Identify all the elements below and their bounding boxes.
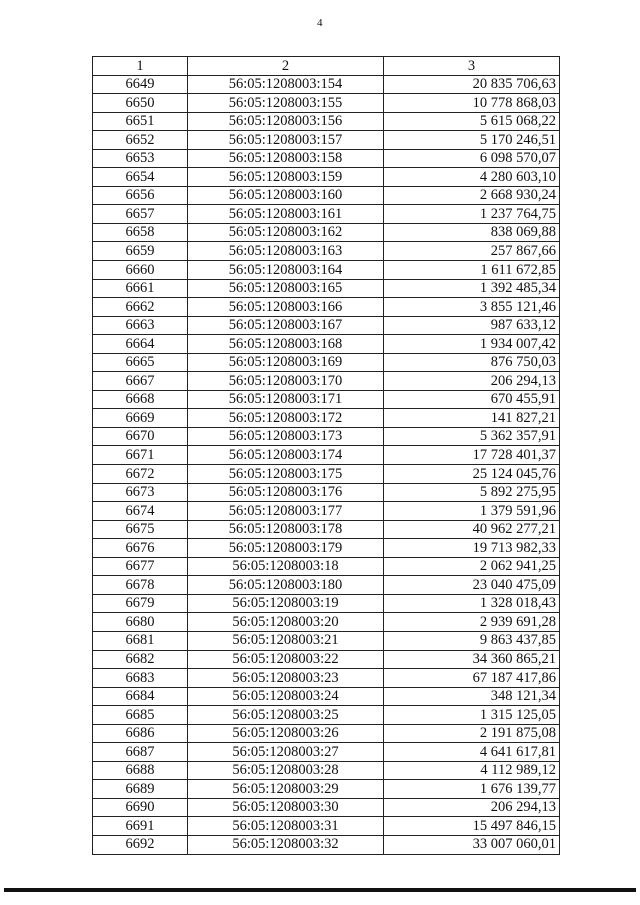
cadastral-number-cell: 56:05:1208003:21: [188, 631, 384, 650]
cadastral-value-cell: 10 778 868,03: [384, 94, 560, 113]
cadastral-number-cell: 56:05:1208003:173: [188, 427, 384, 446]
cadastral-number-cell: 56:05:1208003:179: [188, 539, 384, 558]
cadastral-value-cell: 1 237 764,75: [384, 205, 560, 224]
table-row: [93, 539, 560, 558]
cadastral-value-cell: 20 835 706,63: [384, 75, 560, 94]
cadastral-number-cell: 56:05:1208003:156: [188, 112, 384, 131]
row-number-cell: 6686: [93, 724, 188, 743]
cadastral-number-cell: 56:05:1208003:172: [188, 409, 384, 428]
cadastral-value-cell: 5 892 275,95: [384, 483, 560, 502]
cadastral-number-cell: 56:05:1208003:155: [188, 94, 384, 113]
table-row: [93, 669, 560, 688]
cadastral-value-cell: 2 668 930,24: [384, 186, 560, 205]
table-row: [93, 650, 560, 669]
table-header-row: [93, 57, 560, 76]
row-number-cell: 6677: [93, 557, 188, 576]
cadastral-value-cell: 9 863 437,85: [384, 631, 560, 650]
row-number-cell: 6668: [93, 390, 188, 409]
row-number-cell: 6652: [93, 131, 188, 150]
table-row: [93, 743, 560, 762]
cadastral-number-cell: 56:05:1208003:29: [188, 780, 384, 799]
cadastral-number-cell: 56:05:1208003:159: [188, 168, 384, 187]
row-number-cell: 6649: [93, 75, 188, 94]
table-row: [93, 724, 560, 743]
row-number-cell: 6660: [93, 261, 188, 280]
row-number-cell: 6663: [93, 316, 188, 335]
cadastral-value-cell: 1 934 007,42: [384, 335, 560, 354]
row-number-cell: 6691: [93, 817, 188, 836]
table-row: [93, 465, 560, 484]
row-number-cell: 6664: [93, 335, 188, 354]
table-row: [93, 186, 560, 205]
table-row: [93, 353, 560, 372]
table-row: [93, 409, 560, 428]
cadastral-value-cell: 2 062 941,25: [384, 557, 560, 576]
cadastral-value-cell: 1 676 139,77: [384, 780, 560, 799]
table-row: [93, 94, 560, 113]
cadastral-number-cell: 56:05:1208003:175: [188, 465, 384, 484]
cadastral-number-cell: 56:05:1208003:160: [188, 186, 384, 205]
cadastral-number-cell: 56:05:1208003:22: [188, 650, 384, 669]
row-number-cell: 6684: [93, 687, 188, 706]
cadastral-number-cell: 56:05:1208003:170: [188, 372, 384, 391]
cadastral-number-cell: 56:05:1208003:164: [188, 261, 384, 280]
cadastral-value-cell: 15 497 846,15: [384, 817, 560, 836]
cadastral-value-cell: 5 362 357,91: [384, 427, 560, 446]
row-number-cell: 6651: [93, 112, 188, 131]
cadastral-number-cell: 56:05:1208003:23: [188, 669, 384, 688]
table-row: [93, 205, 560, 224]
cadastral-value-cell: 876 750,03: [384, 353, 560, 372]
table-row: [93, 427, 560, 446]
cadastral-value-cell: 206 294,13: [384, 372, 560, 391]
row-number-cell: 6673: [93, 483, 188, 502]
cadastral-value-cell: 5 170 246,51: [384, 131, 560, 150]
cadastral-value-cell: 1 328 018,43: [384, 594, 560, 613]
cadastral-value-cell: 23 040 475,09: [384, 576, 560, 595]
row-number-cell: 6670: [93, 427, 188, 446]
table-row: [93, 706, 560, 725]
cadastral-value-cell: 1 611 672,85: [384, 261, 560, 280]
cadastral-number-cell: 56:05:1208003:162: [188, 223, 384, 242]
row-number-cell: 6657: [93, 205, 188, 224]
table-row: [93, 594, 560, 613]
cadastral-value-cell: 670 455,91: [384, 390, 560, 409]
cadastral-number-cell: 56:05:1208003:154: [188, 75, 384, 94]
row-number-cell: 6685: [93, 706, 188, 725]
cadastral-number-cell: 56:05:1208003:24: [188, 687, 384, 706]
row-number-cell: 6678: [93, 576, 188, 595]
cadastral-value-cell: 6 098 570,07: [384, 149, 560, 168]
table-row: [93, 687, 560, 706]
column-header-3: 3: [384, 57, 560, 76]
table-row: [93, 261, 560, 280]
cadastral-number-cell: 56:05:1208003:30: [188, 798, 384, 817]
table-row: [93, 149, 560, 168]
cadastral-number-cell: 56:05:1208003:20: [188, 613, 384, 632]
cadastral-value-cell: 4 112 989,12: [384, 761, 560, 780]
table-body: [93, 75, 560, 854]
cadastral-number-cell: 56:05:1208003:28: [188, 761, 384, 780]
cadastral-value-cell: 33 007 060,01: [384, 835, 560, 854]
cadastral-value-cell: 5 615 068,22: [384, 112, 560, 131]
cadastral-number-cell: 56:05:1208003:25: [188, 706, 384, 725]
cadastral-number-cell: 56:05:1208003:165: [188, 279, 384, 298]
row-number-cell: 6662: [93, 298, 188, 317]
row-number-cell: 6659: [93, 242, 188, 261]
table-row: [93, 131, 560, 150]
cadastral-value-cell: 257 867,66: [384, 242, 560, 261]
cadastral-value-cell: 348 121,34: [384, 687, 560, 706]
cadastral-number-cell: 56:05:1208003:31: [188, 817, 384, 836]
cadastral-value-cell: 34 360 865,21: [384, 650, 560, 669]
row-number-cell: 6650: [93, 94, 188, 113]
cadastral-number-cell: 56:05:1208003:180: [188, 576, 384, 595]
column-header-1: 1: [93, 57, 188, 76]
row-number-cell: 6679: [93, 594, 188, 613]
column-header-2: 2: [188, 57, 384, 76]
row-number-cell: 6675: [93, 520, 188, 539]
cadastral-value-cell: 1 379 591,96: [384, 502, 560, 521]
cadastral-value-table: [92, 56, 560, 855]
cadastral-number-cell: 56:05:1208003:176: [188, 483, 384, 502]
cadastral-number-cell: 56:05:1208003:171: [188, 390, 384, 409]
cadastral-number-cell: 56:05:1208003:26: [188, 724, 384, 743]
cadastral-value-cell: 2 191 875,08: [384, 724, 560, 743]
cadastral-value-cell: 206 294,13: [384, 798, 560, 817]
cadastral-number-cell: 56:05:1208003:166: [188, 298, 384, 317]
table-row: [93, 780, 560, 799]
row-number-cell: 6656: [93, 186, 188, 205]
table-row: [93, 502, 560, 521]
row-number-cell: 6690: [93, 798, 188, 817]
table-row: [93, 817, 560, 836]
row-number-cell: 6661: [93, 279, 188, 298]
cadastral-value-cell: 2 939 691,28: [384, 613, 560, 632]
row-number-cell: 6669: [93, 409, 188, 428]
row-number-cell: 6671: [93, 446, 188, 465]
cadastral-value-cell: 4 641 617,81: [384, 743, 560, 762]
cadastral-value-cell: 141 827,21: [384, 409, 560, 428]
cadastral-number-cell: 56:05:1208003:168: [188, 335, 384, 354]
bottom-rule: [4, 888, 636, 892]
cadastral-value-cell: 987 633,12: [384, 316, 560, 335]
table-row: [93, 242, 560, 261]
cadastral-value-cell: 1 392 485,34: [384, 279, 560, 298]
cadastral-number-cell: 56:05:1208003:163: [188, 242, 384, 261]
cadastral-number-cell: 56:05:1208003:177: [188, 502, 384, 521]
cadastral-number-cell: 56:05:1208003:157: [188, 131, 384, 150]
cadastral-number-cell: 56:05:1208003:169: [188, 353, 384, 372]
row-number-cell: 6665: [93, 353, 188, 372]
page-number: 4: [317, 17, 323, 29]
table-row: [93, 557, 560, 576]
cadastral-number-cell: 56:05:1208003:19: [188, 594, 384, 613]
cadastral-value-cell: 19 713 982,33: [384, 539, 560, 558]
cadastral-number-cell: 56:05:1208003:178: [188, 520, 384, 539]
table-row: [93, 798, 560, 817]
table-row: [93, 168, 560, 187]
cadastral-number-cell: 56:05:1208003:167: [188, 316, 384, 335]
table-row: [93, 613, 560, 632]
table-row: [93, 576, 560, 595]
cadastral-number-cell: 56:05:1208003:174: [188, 446, 384, 465]
table-row: [93, 75, 560, 94]
row-number-cell: 6676: [93, 539, 188, 558]
row-number-cell: 6658: [93, 223, 188, 242]
cadastral-value-cell: 1 315 125,05: [384, 706, 560, 725]
cadastral-number-cell: 56:05:1208003:27: [188, 743, 384, 762]
table-row: [93, 335, 560, 354]
table-row: [93, 223, 560, 242]
table-row: [93, 520, 560, 539]
table-row: [93, 279, 560, 298]
table-row: [93, 390, 560, 409]
row-number-cell: 6689: [93, 780, 188, 799]
row-number-cell: 6687: [93, 743, 188, 762]
table-row: [93, 112, 560, 131]
table-row: [93, 372, 560, 391]
cadastral-value-cell: 3 855 121,46: [384, 298, 560, 317]
cadastral-number-cell: 56:05:1208003:18: [188, 557, 384, 576]
table-row: [93, 298, 560, 317]
row-number-cell: 6680: [93, 613, 188, 632]
cadastral-value-cell: 67 187 417,86: [384, 669, 560, 688]
row-number-cell: 6682: [93, 650, 188, 669]
row-number-cell: 6692: [93, 835, 188, 854]
cadastral-number-cell: 56:05:1208003:158: [188, 149, 384, 168]
table-row: [93, 446, 560, 465]
cadastral-value-cell: 17 728 401,37: [384, 446, 560, 465]
cadastral-value-cell: 40 962 277,21: [384, 520, 560, 539]
row-number-cell: 6674: [93, 502, 188, 521]
table-row: [93, 835, 560, 854]
row-number-cell: 6653: [93, 149, 188, 168]
cadastral-value-cell: 25 124 045,76: [384, 465, 560, 484]
row-number-cell: 6672: [93, 465, 188, 484]
row-number-cell: 6683: [93, 669, 188, 688]
row-number-cell: 6688: [93, 761, 188, 780]
cadastral-value-cell: 4 280 603,10: [384, 168, 560, 187]
row-number-cell: 6667: [93, 372, 188, 391]
table-row: [93, 316, 560, 335]
row-number-cell: 6654: [93, 168, 188, 187]
cadastral-number-cell: 56:05:1208003:32: [188, 835, 384, 854]
table-row: [93, 483, 560, 502]
table-row: [93, 631, 560, 650]
cadastral-value-cell: 838 069,88: [384, 223, 560, 242]
row-number-cell: 6681: [93, 631, 188, 650]
table-row: [93, 761, 560, 780]
cadastral-number-cell: 56:05:1208003:161: [188, 205, 384, 224]
